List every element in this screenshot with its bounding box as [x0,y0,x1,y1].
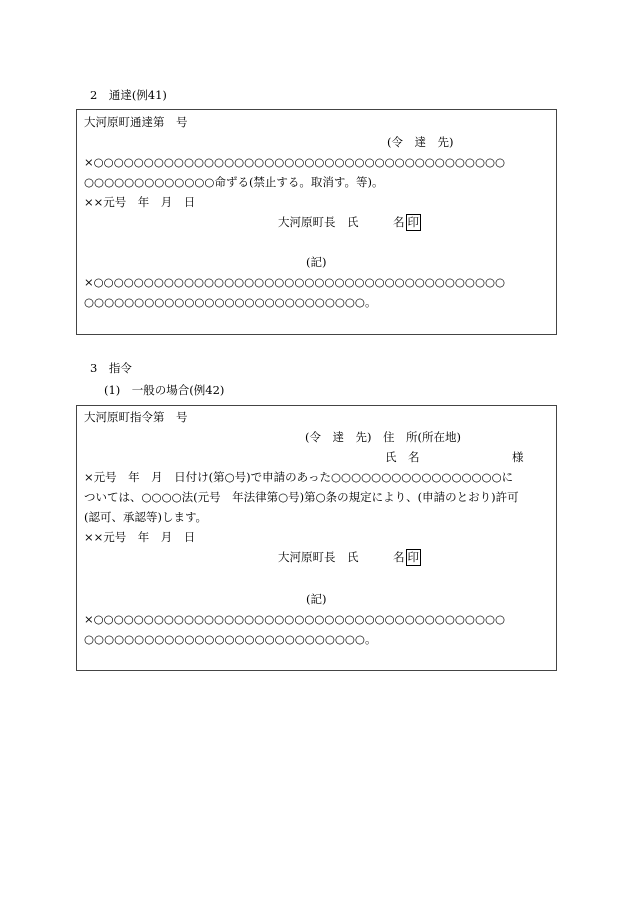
document-number: 大河原町通達第 号 [84,115,188,129]
ki-line-1: ×○○○○○○○○○○○○○○○○○○○○○○○○○○○○○○○○○○○○○○○○○ [84,275,506,289]
ki-heading: (記) [306,255,327,269]
document-number: 大河原町指令第 号 [84,410,188,424]
seal-mark: 印 [407,215,419,229]
body-line-1: ×元号 年 月 日付け(第○号)で申請のあった○○○○○○○○○○○○○○○○○に [84,470,514,484]
addressee-label: (令 達 先) [387,135,454,149]
ki-heading: (記) [306,592,327,606]
ki-line-2: ○○○○○○○○○○○○○○○○○○○○○○○○○○○○。 [84,632,377,646]
body-line-1: ×○○○○○○○○○○○○○○○○○○○○○○○○○○○○○○○○○○○○○○○○○ [84,155,506,169]
addressee-label: (令 達 先) 住 所(所在地) [305,430,461,444]
section-2-heading: 2 通達(例41) [90,88,167,102]
shirei-form-box [76,405,557,671]
issuer-name: 大河原町長 氏 名 [278,550,405,564]
issuer-name: 大河原町長 氏 名 [278,215,405,229]
seal-mark: 印 [407,550,419,564]
body-line-2: ついては、○○○○法(元号 年法律第○号)第○条の規定により、(申請のとおり)許可 [84,490,519,504]
issuer-line [278,212,421,232]
date-line: ××元号 年 月 日 [84,530,196,544]
tsutatsu-form-box [76,109,557,335]
name-label: 氏 名 [385,450,420,464]
body-line-2: ○○○○○○○○○○○○○命ずる(禁止する。取消す。等)。 [84,175,384,189]
sama-label: 様 [512,450,524,464]
body-line-3: (認可、承認等)します。 [84,510,208,524]
section-3-heading: 3 指令 [90,361,132,375]
ki-line-1: ×○○○○○○○○○○○○○○○○○○○○○○○○○○○○○○○○○○○○○○○○○ [84,612,506,626]
section-3-subheading: (1) 一般の場合(例42) [104,383,225,397]
date-line: ××元号 年 月 日 [84,195,196,209]
ki-line-2: ○○○○○○○○○○○○○○○○○○○○○○○○○○○○。 [84,295,377,309]
issuer-line [278,547,421,567]
